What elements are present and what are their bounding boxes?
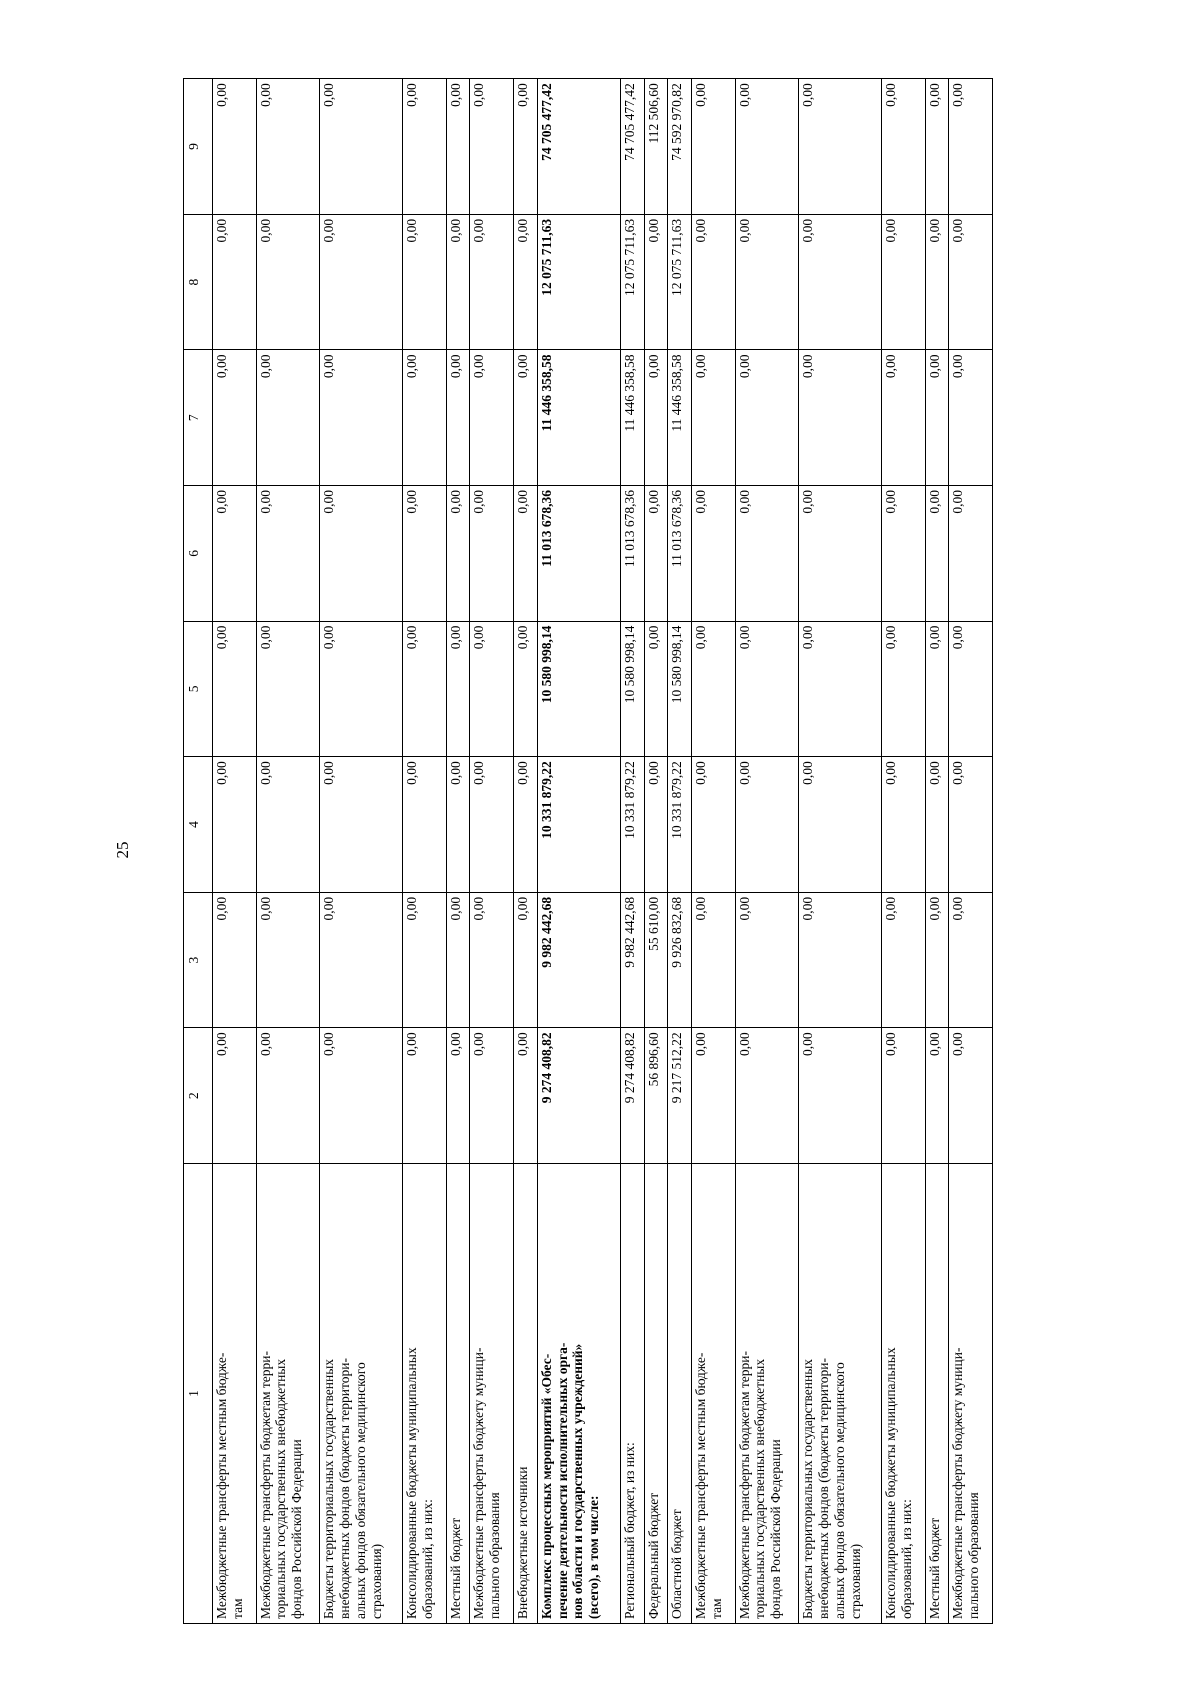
row-label: Местный бюджет — [446, 1164, 470, 1624]
cell-value: 0,00 — [446, 757, 470, 893]
cell-value: 0,00 — [798, 757, 881, 893]
cell-value: 0,00 — [949, 757, 993, 893]
column-header-6: 6 — [184, 486, 213, 622]
cell-value: 0,00 — [798, 1028, 881, 1164]
table-row — [470, 79, 514, 1624]
cell-value: 0,00 — [446, 1028, 470, 1164]
table-row — [213, 79, 257, 1624]
cell-value: 0,00 — [925, 486, 949, 622]
cell-value: 0,00 — [644, 757, 668, 893]
cell-value: 0,00 — [949, 350, 993, 486]
cell-value: 0,00 — [213, 621, 257, 757]
table-row — [403, 79, 447, 1624]
cell-value: 11 013 678,36 — [537, 486, 620, 622]
cell-value: 55 610,00 — [644, 892, 668, 1028]
row-label: Комплекс процессных мероприятий «Обес- печение деятельности исполнительных орга- нов области и государственных учреждений» (всего), в том числе: — [537, 1164, 620, 1624]
cell-value: 0,00 — [319, 1028, 402, 1164]
cell-value: 0,00 — [256, 486, 319, 622]
column-header-5: 5 — [184, 621, 213, 757]
cell-value: 0,00 — [644, 350, 668, 486]
cell-value: 9 982 442,68 — [620, 892, 644, 1028]
table-row — [513, 79, 537, 1624]
cell-value: 0,00 — [470, 350, 514, 486]
column-header-1: 1 — [184, 1164, 213, 1624]
cell-value: 0,00 — [798, 79, 881, 215]
row-label: Консолидированные бюджеты муниципальных образований, из них: — [403, 1164, 447, 1624]
cell-value: 0,00 — [403, 79, 447, 215]
cell-value: 0,00 — [403, 757, 447, 893]
row-label: Бюджеты территориальных государственных внебюджетных фондов (бюджеты территори- альных фондов обязательного медицинского страхования) — [798, 1164, 881, 1624]
cell-value: 11 013 678,36 — [668, 486, 692, 622]
cell-value: 0,00 — [319, 214, 402, 350]
cell-value: 0,00 — [513, 621, 537, 757]
cell-value: 0,00 — [319, 79, 402, 215]
cell-value: 0,00 — [513, 350, 537, 486]
cell-value: 112 506,60 — [644, 79, 668, 215]
cell-value: 0,00 — [644, 486, 668, 622]
cell-value: 9 274 408,82 — [620, 1028, 644, 1164]
table-row — [692, 79, 736, 1624]
cell-value: 0,00 — [403, 350, 447, 486]
cell-value: 0,00 — [882, 486, 926, 622]
budget-table — [183, 78, 993, 1624]
cell-value: 10 580 998,14 — [537, 621, 620, 757]
cell-value: 0,00 — [644, 621, 668, 757]
cell-value: 0,00 — [882, 1028, 926, 1164]
cell-value: 10 580 998,14 — [668, 621, 692, 757]
row-label: Межбюджетные трансферты бюджету муници- пального образования — [470, 1164, 514, 1624]
table-row — [256, 79, 319, 1624]
cell-value: 0,00 — [513, 892, 537, 1028]
cell-value: 0,00 — [735, 486, 798, 622]
row-label: Межбюджетные трансферты бюджетам терри- ториальных государственных внебюджетных фондов Российской Федерации — [256, 1164, 319, 1624]
cell-value: 0,00 — [319, 892, 402, 1028]
cell-value: 74 705 477,42 — [537, 79, 620, 215]
cell-value: 0,00 — [925, 79, 949, 215]
cell-value: 0,00 — [513, 214, 537, 350]
cell-value: 0,00 — [446, 214, 470, 350]
cell-value: 0,00 — [446, 621, 470, 757]
row-label: Бюджеты территориальных государственных внебюджетных фондов (бюджеты территори- альных фондов обязательного медицинского страхования) — [319, 1164, 402, 1624]
cell-value: 0,00 — [256, 621, 319, 757]
column-header-9: 9 — [184, 79, 213, 215]
cell-value: 0,00 — [446, 486, 470, 622]
cell-value: 0,00 — [798, 621, 881, 757]
cell-value: 0,00 — [735, 757, 798, 893]
cell-value: 0,00 — [949, 486, 993, 622]
cell-value: 0,00 — [692, 757, 736, 893]
cell-value: 10 331 879,22 — [537, 757, 620, 893]
cell-value: 0,00 — [513, 79, 537, 215]
cell-value: 74 705 477,42 — [620, 79, 644, 215]
cell-value: 10 331 879,22 — [620, 757, 644, 893]
cell-value: 56 896,60 — [644, 1028, 668, 1164]
cell-value: 12 075 711,63 — [668, 214, 692, 350]
cell-value: 0,00 — [403, 486, 447, 622]
cell-value: 0,00 — [213, 1028, 257, 1164]
cell-value: 11 446 358,58 — [537, 350, 620, 486]
cell-value: 0,00 — [213, 79, 257, 215]
cell-value: 0,00 — [925, 892, 949, 1028]
cell-value: 0,00 — [470, 621, 514, 757]
column-header-2: 2 — [184, 1028, 213, 1164]
cell-value: 0,00 — [403, 892, 447, 1028]
table-row — [925, 79, 949, 1624]
column-header-4: 4 — [184, 757, 213, 893]
cell-value: 0,00 — [735, 214, 798, 350]
cell-value: 0,00 — [949, 214, 993, 350]
cell-value: 11 013 678,36 — [620, 486, 644, 622]
table-body — [213, 79, 993, 1624]
cell-value: 0,00 — [882, 621, 926, 757]
cell-value: 0,00 — [949, 892, 993, 1028]
cell-value: 0,00 — [446, 350, 470, 486]
cell-value: 0,00 — [692, 350, 736, 486]
cell-value: 0,00 — [213, 214, 257, 350]
cell-value: 0,00 — [735, 621, 798, 757]
cell-value: 0,00 — [949, 1028, 993, 1164]
row-label: Областной бюджет — [668, 1164, 692, 1624]
cell-value: 0,00 — [470, 79, 514, 215]
cell-value: 0,00 — [256, 79, 319, 215]
cell-value: 0,00 — [470, 757, 514, 893]
cell-value: 0,00 — [925, 621, 949, 757]
cell-value: 10 331 879,22 — [668, 757, 692, 893]
cell-value: 0,00 — [513, 1028, 537, 1164]
cell-value: 0,00 — [319, 486, 402, 622]
cell-value: 11 446 358,58 — [668, 350, 692, 486]
cell-value: 0,00 — [692, 1028, 736, 1164]
cell-value: 10 580 998,14 — [620, 621, 644, 757]
cell-value: 9 982 442,68 — [537, 892, 620, 1028]
cell-value: 0,00 — [319, 350, 402, 486]
table-row — [949, 79, 993, 1624]
row-label: Внебюджетные источники — [513, 1164, 537, 1624]
cell-value: 0,00 — [256, 350, 319, 486]
table-row — [882, 79, 926, 1624]
row-label: Межбюджетные трансферты местным бюдже- там — [213, 1164, 257, 1624]
cell-value: 0,00 — [470, 892, 514, 1028]
row-label: Федеральный бюджет — [644, 1164, 668, 1624]
cell-value: 0,00 — [798, 486, 881, 622]
column-header-8: 8 — [184, 214, 213, 350]
row-label: Региональный бюджет, из них: — [620, 1164, 644, 1624]
table-row — [798, 79, 881, 1624]
cell-value: 0,00 — [513, 486, 537, 622]
cell-value: 0,00 — [692, 214, 736, 350]
row-label: Консолидированные бюджеты муниципальных образований, из них: — [882, 1164, 926, 1624]
cell-value: 0,00 — [213, 757, 257, 893]
page-number: 25 — [113, 841, 132, 859]
cell-value: 0,00 — [882, 214, 926, 350]
cell-value: 0,00 — [513, 757, 537, 893]
row-label: Местный бюджет — [925, 1164, 949, 1624]
cell-value: 0,00 — [798, 214, 881, 350]
row-label: Межбюджетные трансферты бюджетам терри- ториальных государственных внебюджетных фондов Российской Федерации — [735, 1164, 798, 1624]
cell-value: 0,00 — [735, 892, 798, 1028]
cell-value: 0,00 — [256, 1028, 319, 1164]
row-label: Межбюджетные трансферты бюджету муници- пального образования — [949, 1164, 993, 1624]
cell-value: 0,00 — [470, 1028, 514, 1164]
cell-value: 0,00 — [735, 350, 798, 486]
cell-value: 0,00 — [213, 486, 257, 622]
table-row — [668, 79, 692, 1624]
cell-value: 0,00 — [256, 757, 319, 893]
cell-value: 0,00 — [319, 621, 402, 757]
cell-value: 9 926 832,68 — [668, 892, 692, 1028]
cell-value: 0,00 — [644, 214, 668, 350]
cell-value: 0,00 — [692, 621, 736, 757]
table-header-row — [184, 79, 213, 1624]
cell-value: 0,00 — [470, 214, 514, 350]
cell-value: 0,00 — [735, 1028, 798, 1164]
cell-value: 0,00 — [925, 1028, 949, 1164]
cell-value: 9 274 408,82 — [537, 1028, 620, 1164]
column-header-3: 3 — [184, 892, 213, 1028]
cell-value: 0,00 — [256, 214, 319, 350]
cell-value: 9 217 512,22 — [668, 1028, 692, 1164]
cell-value: 0,00 — [213, 350, 257, 486]
cell-value: 0,00 — [925, 350, 949, 486]
table-row — [620, 79, 644, 1624]
row-label: Межбюджетные трансферты местным бюдже- там — [692, 1164, 736, 1624]
cell-value: 12 075 711,63 — [620, 214, 644, 350]
cell-value: 0,00 — [882, 350, 926, 486]
cell-value: 0,00 — [949, 79, 993, 215]
cell-value: 0,00 — [692, 486, 736, 622]
cell-value: 0,00 — [692, 79, 736, 215]
cell-value: 0,00 — [319, 757, 402, 893]
cell-value: 0,00 — [446, 892, 470, 1028]
table-row — [446, 79, 470, 1624]
cell-value: 0,00 — [882, 757, 926, 893]
cell-value: 0,00 — [925, 757, 949, 893]
cell-value: 0,00 — [213, 892, 257, 1028]
cell-value: 74 592 970,82 — [668, 79, 692, 215]
cell-value: 0,00 — [735, 79, 798, 215]
table-row — [537, 79, 620, 1624]
cell-value: 0,00 — [403, 214, 447, 350]
table-row — [644, 79, 668, 1624]
table-row — [735, 79, 798, 1624]
cell-value: 0,00 — [882, 79, 926, 215]
cell-value: 0,00 — [798, 892, 881, 1028]
cell-value: 0,00 — [256, 892, 319, 1028]
cell-value: 0,00 — [949, 621, 993, 757]
cell-value: 0,00 — [925, 214, 949, 350]
cell-value: 0,00 — [692, 892, 736, 1028]
cell-value: 11 446 358,58 — [620, 350, 644, 486]
cell-value: 0,00 — [446, 79, 470, 215]
cell-value: 0,00 — [403, 1028, 447, 1164]
cell-value: 0,00 — [882, 892, 926, 1028]
table-row — [319, 79, 402, 1624]
cell-value: 0,00 — [470, 486, 514, 622]
column-header-7: 7 — [184, 350, 213, 486]
cell-value: 0,00 — [798, 350, 881, 486]
rotated-table-container — [183, 79, 993, 1624]
cell-value: 0,00 — [403, 621, 447, 757]
cell-value: 12 075 711,63 — [537, 214, 620, 350]
